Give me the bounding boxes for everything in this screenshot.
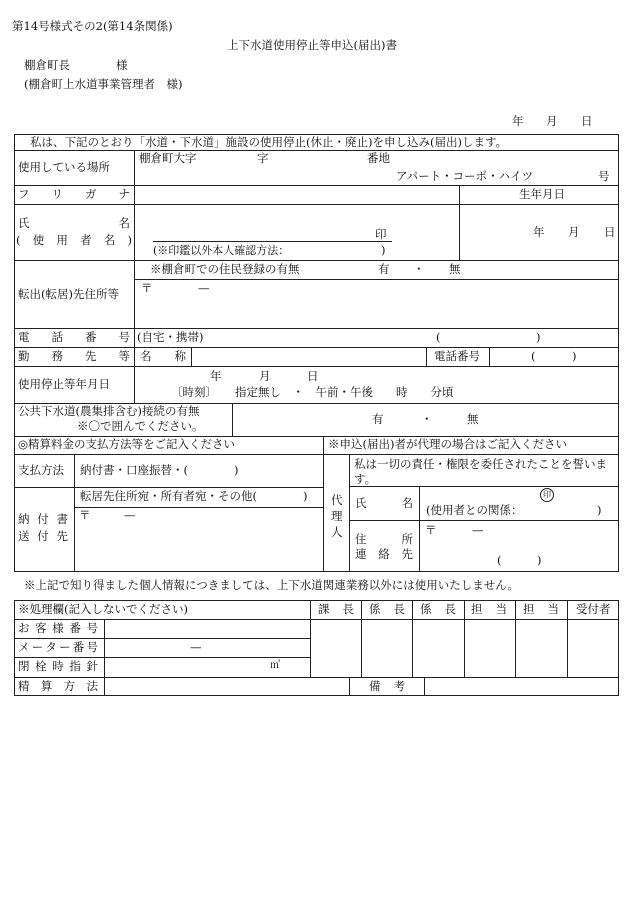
remarks-label: 備 考 bbox=[369, 679, 405, 693]
phone-type: (自宅・携帯) bbox=[137, 330, 204, 344]
agent-label: 代理人 bbox=[331, 493, 343, 539]
birth-month[interactable]: 月 bbox=[568, 225, 580, 239]
phone-label: 電 話 番 号 bbox=[18, 330, 130, 344]
new-address-postal-mark: 〒 bbox=[141, 281, 153, 295]
work-phone-open[interactable]: ( bbox=[531, 349, 536, 363]
agent-postal-mark: 〒 bbox=[425, 523, 437, 537]
privacy-notice: ※上記で知り得ました個人情報につきましては、上下水道関連業務以外には使用いたしません。 bbox=[24, 578, 519, 592]
agent-name-label: 氏 名 bbox=[355, 496, 413, 510]
payment-section-header: ◎精算料金の支払方法等をご記入ください bbox=[18, 437, 236, 451]
addressee-mayor: 棚倉町長 様 bbox=[24, 58, 128, 72]
seal-confirm-method[interactable]: (※印鑑以外本人確認方法： bbox=[153, 244, 290, 257]
furigana-label: フ リ ガ ナ bbox=[18, 187, 130, 201]
resident-no[interactable]: 無 bbox=[449, 262, 461, 276]
closing-reading-label: 閉 栓 時 指 針 bbox=[18, 659, 98, 673]
send-label-line1: 納 付 書 bbox=[18, 512, 68, 526]
sewer-no[interactable]: 無 bbox=[467, 412, 479, 426]
sewer-separator: ・ bbox=[421, 412, 433, 426]
send-postal-mark: 〒 bbox=[79, 508, 91, 522]
user-name-label: ( 使 用 者 名 ) bbox=[16, 233, 132, 247]
work-phone-close[interactable]: ) bbox=[572, 349, 577, 363]
stamp-col-5: 受付者 bbox=[576, 602, 611, 616]
stamp-col-3: 担 当 bbox=[471, 602, 507, 616]
stop-date-label: 使用停止等年月日 bbox=[18, 377, 110, 391]
stop-day[interactable]: 日 bbox=[307, 369, 319, 383]
stop-year[interactable]: 年 bbox=[210, 369, 222, 383]
location-aza[interactable]: 字 bbox=[257, 151, 269, 165]
agent-tel-open[interactable]: ( bbox=[497, 553, 502, 567]
work-name-label: 名 称 bbox=[140, 349, 186, 363]
pay-method-options[interactable]: 納付書・口座振替・( ) bbox=[80, 463, 239, 477]
stop-month[interactable]: 月 bbox=[259, 369, 271, 383]
location-go[interactable]: 号 bbox=[598, 169, 610, 183]
time-label: 〔時刻〕 bbox=[171, 385, 217, 399]
meter-number-label: メ ー タ ー 番 号 bbox=[18, 640, 98, 654]
agent-address-label: 住 所 bbox=[355, 532, 413, 546]
sewer-yes[interactable]: 有 bbox=[372, 412, 384, 426]
send-postal-dash[interactable]: — bbox=[124, 508, 136, 522]
date-year: 年 bbox=[512, 114, 524, 128]
agent-statement: 私は一切の責任・権限を委任されたことを誓います。 bbox=[354, 457, 607, 486]
intro-statement: 私は、下記のとおり「水道・下水道」施設の使用停止(休止・廃止)を申し込み(届出)します。 bbox=[30, 135, 508, 149]
date-month: 月 bbox=[546, 114, 558, 128]
stamp-col-1: 係 長 bbox=[369, 602, 405, 616]
location-banchi[interactable]: 番地 bbox=[367, 151, 390, 165]
location-town[interactable]: 棚倉町大字 bbox=[139, 151, 197, 165]
birth-day[interactable]: 日 bbox=[604, 225, 616, 239]
time-options[interactable]: 指定無し ・ 午前・午後 時 分頃 bbox=[235, 385, 454, 399]
new-address-postal-dash[interactable]: — bbox=[198, 281, 210, 295]
seal-mark: 印 bbox=[375, 227, 387, 241]
agent-relation[interactable]: (使用者との関係： bbox=[426, 503, 523, 517]
agent-contact-label: 連 絡 先 bbox=[355, 547, 413, 561]
work-label: 勤 務 先 等 bbox=[18, 349, 130, 363]
agent-relation-close: ) bbox=[597, 503, 602, 517]
addressee-manager: (棚倉町上水道事業管理者 様) bbox=[24, 77, 183, 91]
customer-number-label: お 客 様 番 号 bbox=[18, 621, 98, 635]
reading-unit: ㎥ bbox=[270, 660, 280, 671]
phone-paren-close[interactable]: ) bbox=[536, 330, 541, 344]
new-address-label: 転出(転居)先住所等 bbox=[18, 287, 119, 301]
birth-year[interactable]: 年 bbox=[533, 225, 545, 239]
office-use-header: ※処理欄(記入しないでください) bbox=[18, 602, 188, 616]
seal-confirm-close: ) bbox=[381, 243, 386, 257]
birthdate-label: 生年月日 bbox=[519, 187, 565, 201]
resident-registration-label: ※棚倉町での住民登録の有無 bbox=[150, 262, 300, 276]
agent-tel-close[interactable]: ) bbox=[537, 553, 542, 567]
name-label: 氏 名 bbox=[18, 216, 130, 230]
date-day: 日 bbox=[581, 114, 593, 128]
phone-paren-open[interactable]: ( bbox=[436, 330, 441, 344]
location-label: 使用している場所 bbox=[18, 160, 110, 174]
pay-method-label: 支払方法 bbox=[18, 463, 64, 477]
stamp-col-4: 担 当 bbox=[523, 602, 559, 616]
agent-seal: 印 bbox=[540, 488, 554, 502]
location-apartment[interactable]: アパート・コーポ・ハイツ bbox=[396, 169, 534, 183]
sewer-connection-label: 公共下水道(農集排含む)接続の有無 bbox=[18, 404, 200, 418]
work-phone-label: 電話番号 bbox=[434, 349, 480, 363]
settlement-method-label: 精 算 方 法 bbox=[18, 679, 98, 693]
resident-yes[interactable]: 有 bbox=[378, 262, 390, 276]
form-number: 第14号様式その2(第14条関係) bbox=[12, 19, 173, 33]
resident-separator: ・ bbox=[413, 262, 425, 276]
send-label-line2: 送 付 先 bbox=[18, 529, 68, 543]
agent-postal-dash[interactable]: — bbox=[472, 523, 484, 537]
send-destination-options[interactable]: 転居先住所宛・所有者宛・その他( ) bbox=[80, 489, 308, 503]
stamp-col-0: 課 長 bbox=[318, 602, 354, 616]
sewer-note: ※〇で囲んでください。 bbox=[77, 419, 204, 433]
form-title: 上下水道使用停止等申込(届出)書 bbox=[227, 38, 397, 52]
agent-section-header: ※申込(届出)者が代理の場合はご記入ください bbox=[328, 437, 567, 451]
meter-number-dash: — bbox=[190, 640, 202, 654]
stamp-col-2: 係 長 bbox=[420, 602, 456, 616]
